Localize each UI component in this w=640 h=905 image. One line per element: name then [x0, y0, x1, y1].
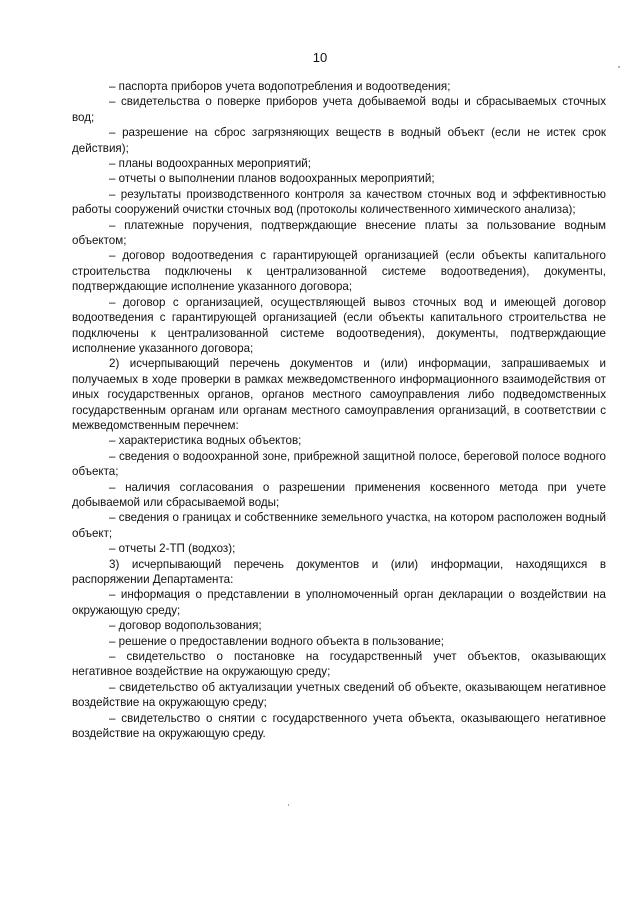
list-item: – решение о предоставлении водного объекта в пользование;: [109, 634, 445, 648]
list-item: – сведения о водоохранной зоне, прибрежной защитной полосе, береговой полосе водного объекта;: [72, 449, 606, 479]
list-item: – планы водоохранных мероприятий;: [109, 157, 311, 171]
list-item: – сведения о границах и собственнике земельного участка, на котором расположен водный объект;: [72, 511, 606, 540]
list-item: – свидетельства о поверке приборов учета добываемой воды и сбрасываемых сточных вод;: [72, 95, 606, 124]
list-item: – наличия согласования о разрешении применения косвенного метода при учете добываемой или сбрасываемой воды;: [72, 480, 606, 509]
scan-speck: [618, 66, 620, 68]
list-item: – договор с организацией, осуществляющей вывоз сточных вод и имеющей договор водоотведения с гарантирующей организацией (если объекты капитального строительства не подключены к централизованной системе водоотведения), документы, подтверждающие исполнение указанного договора;: [72, 295, 606, 355]
list-item: – свидетельство о постановке на государственный учет объектов, оказывающих негативное воздействие на окружающую среду;: [72, 650, 606, 679]
list-item: – отчеты 2-ТП (водхоз);: [109, 542, 236, 556]
list-item: – информация о представлении в уполномоченный орган декларации о воздействии на окружающую среду;: [72, 588, 606, 617]
list-item: – договор водопользования;: [109, 619, 262, 633]
document-body: [72, 79, 606, 741]
list-item: – разрешение на сброс загрязняющих веществ в водный объект (если не истек срок действия);: [72, 126, 606, 155]
section-paragraph: 3) исчерпывающий перечень документов и (или) информации, находящихся в распоряжении Департамента:: [72, 557, 606, 586]
list-item: – свидетельство о снятии с государственного учета объекта, оказывающего негативное воздействие на окружающую среду.: [72, 711, 606, 741]
section-paragraph: 2) исчерпывающий перечень документов и (или) информации, запрашиваемых и получаемых в ходе проверки в рамках межведомственного информационного взаимодействия от иных государственных органов, органов местного самоуправления либо подведомственных государственным органам или органам местного самоуправления организаций, в соответствии с межведомственным перечнем:: [72, 357, 606, 432]
list-item: – платежные поручения, подтверждающие внесение платы за пользование водным объектом;: [72, 218, 606, 248]
list-item: – паспорта приборов учета водопотребления и водоотведения;: [109, 80, 451, 93]
list-item: – характеристика водных объектов;: [109, 434, 302, 448]
list-item: – свидетельство об актуализации учетных сведений об объекте, оказывающем негативное воздействие на окружающую среду;: [72, 680, 606, 710]
page-number: 10: [312, 50, 328, 65]
list-item: – результаты производственного контроля за качеством сточных вод и эффективностью работы сооружений очистки сточных вод (протоколы количественного химического анализа);: [72, 187, 606, 217]
list-item: – договор водоотведения с гарантирующей организацией (если объекты капитального строительства подключены к централизованной системе водоотведения), документы, подтверждающие исполнение указанного договора;: [72, 249, 606, 294]
list-item: – отчеты о выполнении планов водоохранных мероприятий;: [109, 172, 435, 186]
scan-speck: [288, 804, 289, 806]
